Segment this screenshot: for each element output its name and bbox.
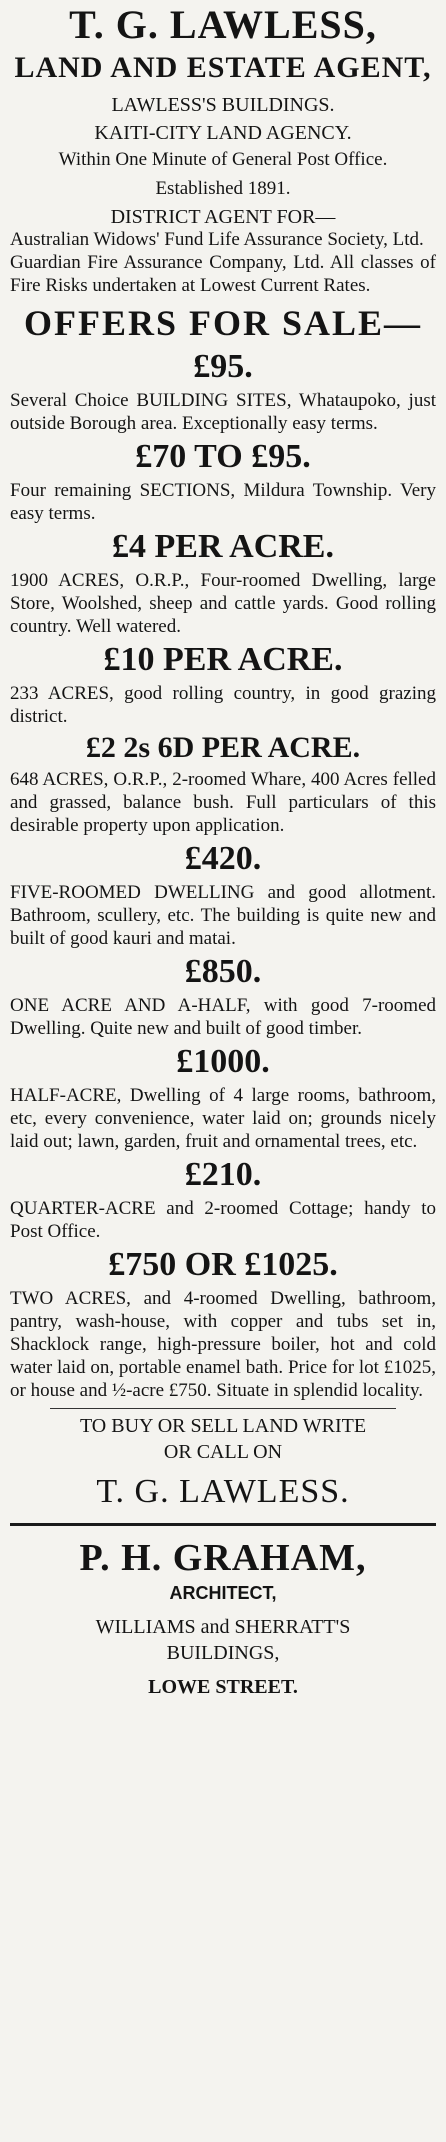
advertiser-title: ARCHITECT, [169,1583,277,1603]
listing-price: £750 OR £1025. [108,1246,338,1283]
advertiser-name: P. H. GRAHAM, [79,1537,367,1579]
building-name: LAWLESS'S BUILDINGS. [111,94,335,116]
listing [10,837,436,950]
building-line: WILLIAMS and SHERRATT'S [95,1616,351,1638]
closing-line: OR CALL ON [163,1441,283,1463]
listing [10,1243,436,1402]
divider [50,1408,396,1409]
listing-price: £210. [184,1156,262,1193]
listing-text: ONE ACRE AND A-HALF, with good 7-roomed Dwelling. Quite new and built of good timber. [10,995,436,1039]
listing-price: £10 PER ACRE. [103,641,343,678]
advertiser-name: T. G. LAWLESS, [69,2,377,47]
closing-line: TO BUY OR SELL LAND WRITE [79,1415,367,1437]
listing [10,638,436,728]
established-line: Established 1891. [155,178,291,199]
building-line: BUILDINGS, [166,1642,280,1664]
listing [10,950,436,1040]
newspaper-page [0,2,446,2142]
listing-text: 1900 ACRES, O.R.P., Four-roomed Dwelling, large Store, Woolshed, sheep and cattle yards. Good rolling country. Well watered. [10,570,436,637]
listing-price: £1000. [176,1043,270,1080]
listing-text: Four remaining SECTIONS, Mildura Township. Very easy terms. [10,480,436,524]
listing-price: £420. [184,840,262,877]
agency-entry: Australian Widows' Fund Life Assurance Society, Ltd. [10,229,424,250]
listing-price: £2 2s 6D PER ACRE. [85,731,361,764]
advertisement-divider [10,1523,436,1526]
listing-price: £850. [184,953,262,990]
listing [10,525,436,638]
location-line: Within One Minute of General Post Office. [58,149,388,170]
lawless-advertisement [10,2,436,1515]
offers-heading: OFFERS FOR SALE— [23,303,423,343]
listing-text: 648 ACRES, O.R.P., 2-roomed Whare, 400 Acres felled and grassed, balance bush. Full particulars of this desirable property upon application. [10,769,436,836]
district-agent-heading: DISTRICT AGENT FOR— [110,206,336,228]
street-line: LOWE STREET. [148,1676,298,1698]
closing-name: T. G. LAWLESS. [96,1473,350,1510]
listing [10,728,436,837]
listing-text: HALF-ACRE, Dwelling of 4 large rooms, bathroom, etc, every convenience, water laid on; grounds nicely laid out; lawn, garden, fruit and ornamental trees, etc. [10,1085,436,1152]
listing-text: Several Choice BUILDING SITES, Whataupoko, just outside Borough area. Exceptionally easy terms. [10,390,436,434]
listing [10,1153,436,1243]
listing-text: QUARTER-ACRE and 2-roomed Cottage; handy to Post Office. [10,1198,436,1242]
listing [10,435,436,525]
graham-advertisement [10,1536,436,1698]
agency-name: KAITI-CITY LAND AGENCY. [94,122,352,144]
listing-price: £95. [193,348,253,385]
listing-text: 233 ACRES, good rolling country, in good grazing district. [10,683,436,727]
listing [10,345,436,435]
listing [10,1040,436,1153]
listing-price: £4 PER ACRE. [112,528,334,565]
listing-price: £70 TO £95. [135,438,311,475]
advertiser-title: LAND AND ESTATE AGENT, [14,51,432,84]
agency-entry: Guardian Fire Assurance Company, Ltd. All classes of Fire Risks undertaken at Lowest Current Rates. [10,252,436,296]
listing-text: TWO ACRES, and 4-roomed Dwelling, bathroom, pantry, wash-house, with copper and tubs set in, Shacklock range, high-pressure boiler, hot and cold water laid on, portable enamel bath. Price for lot £1025, or house and ½-acre £750. Situate in splendid locality. [10,1288,436,1401]
listing-text: FIVE-ROOMED DWELLING and good allotment. Bathroom, scullery, etc. The building is quite new and built of good kauri and matai. [10,882,436,949]
